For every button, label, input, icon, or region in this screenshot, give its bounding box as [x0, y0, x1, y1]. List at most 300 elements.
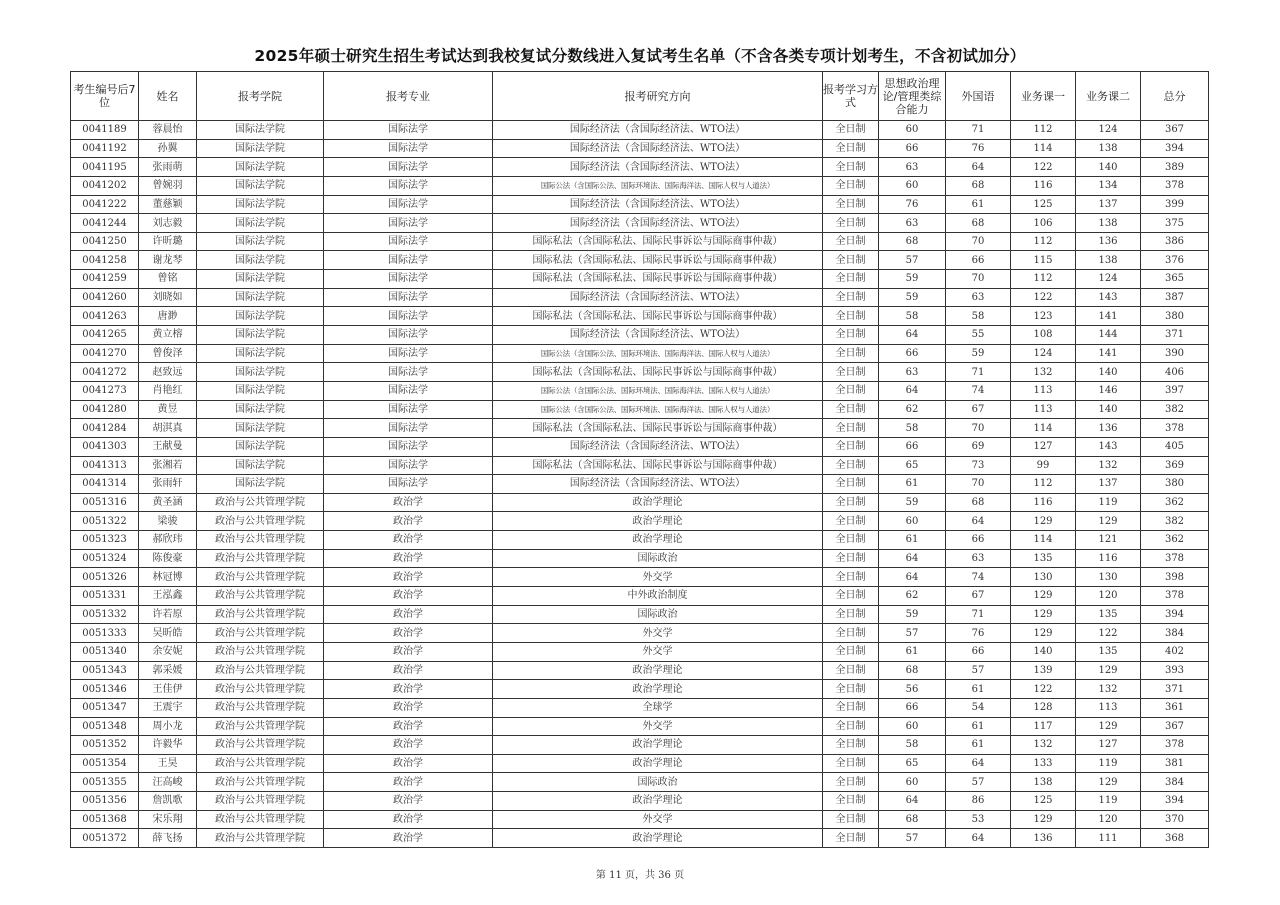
cell-major: 国际法学 [324, 326, 493, 345]
cell-exam-id: 0051372 [71, 829, 139, 848]
cell-name: 刘晓如 [139, 288, 197, 307]
table-row [71, 810, 1209, 829]
cell-course-two: 140 [1076, 158, 1141, 177]
table-row [71, 158, 1209, 177]
cell-direction: 国际政治 [493, 605, 823, 624]
cell-direction: 外交学 [493, 624, 823, 643]
cell-total: 381 [1141, 754, 1209, 773]
cell-course-two: 146 [1076, 381, 1141, 400]
table-row [71, 121, 1209, 140]
cell-course-two: 141 [1076, 307, 1141, 326]
cell-course-one: 127 [1011, 437, 1076, 456]
cell-total: 384 [1141, 773, 1209, 792]
cell-course-two: 136 [1076, 419, 1141, 438]
cell-foreign-language: 64 [946, 512, 1011, 531]
cell-foreign-language: 70 [946, 475, 1011, 494]
cell-direction: 国际经济法（含国际经济法、WTO法） [493, 214, 823, 233]
cell-study-mode: 全日制 [823, 642, 879, 661]
cell-major: 政治学 [324, 736, 493, 755]
cell-direction: 国际经济法（含国际经济法、WTO法） [493, 195, 823, 214]
cell-direction: 政治学理论 [493, 493, 823, 512]
cell-course-two: 127 [1076, 736, 1141, 755]
candidate-table [70, 71, 1209, 848]
cell-direction: 政治学理论 [493, 661, 823, 680]
cell-course-one: 122 [1011, 680, 1076, 699]
cell-study-mode: 全日制 [823, 754, 879, 773]
cell-foreign-language: 61 [946, 717, 1011, 736]
cell-foreign-language: 66 [946, 642, 1011, 661]
cell-politics: 64 [879, 381, 946, 400]
cell-study-mode: 全日制 [823, 475, 879, 494]
cell-study-mode: 全日制 [823, 176, 879, 195]
cell-politics: 64 [879, 568, 946, 587]
cell-major: 政治学 [324, 605, 493, 624]
cell-course-one: 114 [1011, 139, 1076, 158]
cell-foreign-language: 67 [946, 587, 1011, 606]
cell-study-mode: 全日制 [823, 587, 879, 606]
cell-foreign-language: 53 [946, 810, 1011, 829]
table-row [71, 624, 1209, 643]
cell-name: 汪高峻 [139, 773, 197, 792]
cell-total: 368 [1141, 829, 1209, 848]
cell-exam-id: 0041314 [71, 475, 139, 494]
cell-direction: 国际公法（含国际公法、国际环境法、国际海洋法、国际人权与人道法） [493, 176, 823, 195]
cell-total: 376 [1141, 251, 1209, 270]
cell-study-mode: 全日制 [823, 810, 879, 829]
cell-foreign-language: 69 [946, 437, 1011, 456]
cell-name: 曾俊泽 [139, 344, 197, 363]
cell-direction: 国际公法（含国际公法、国际环境法、国际海洋法、国际人权与人道法） [493, 381, 823, 400]
cell-study-mode: 全日制 [823, 419, 879, 438]
cell-major: 国际法学 [324, 419, 493, 438]
cell-name: 许若原 [139, 605, 197, 624]
cell-major: 国际法学 [324, 456, 493, 475]
cell-direction: 政治学理论 [493, 512, 823, 531]
cell-name: 许毅华 [139, 736, 197, 755]
cell-major: 政治学 [324, 680, 493, 699]
cell-name: 宋乐翔 [139, 810, 197, 829]
cell-total: 369 [1141, 456, 1209, 475]
cell-foreign-language: 74 [946, 381, 1011, 400]
cell-study-mode: 全日制 [823, 792, 879, 811]
cell-politics: 56 [879, 680, 946, 699]
cell-college: 政治与公共管理学院 [197, 587, 324, 606]
cell-exam-id: 0041313 [71, 456, 139, 475]
cell-course-two: 119 [1076, 792, 1141, 811]
cell-college: 政治与公共管理学院 [197, 624, 324, 643]
cell-exam-id: 0051346 [71, 680, 139, 699]
table-row [71, 680, 1209, 699]
cell-exam-id: 0041259 [71, 270, 139, 289]
cell-politics: 61 [879, 531, 946, 550]
cell-major: 政治学 [324, 754, 493, 773]
cell-course-two: 119 [1076, 493, 1141, 512]
cell-name: 詹凯歌 [139, 792, 197, 811]
cell-direction: 国际私法（含国际私法、国际民事诉讼与国际商事仲裁） [493, 232, 823, 251]
cell-politics: 63 [879, 214, 946, 233]
cell-college: 政治与公共管理学院 [197, 549, 324, 568]
cell-direction: 国际经济法（含国际经济法、WTO法） [493, 437, 823, 456]
cell-total: 380 [1141, 475, 1209, 494]
cell-politics: 59 [879, 605, 946, 624]
cell-course-one: 123 [1011, 307, 1076, 326]
cell-foreign-language: 67 [946, 400, 1011, 419]
cell-direction: 国际私法（含国际私法、国际民事诉讼与国际商事仲裁） [493, 363, 823, 382]
cell-course-one: 112 [1011, 232, 1076, 251]
cell-politics: 60 [879, 121, 946, 140]
cell-politics: 66 [879, 698, 946, 717]
table-row [71, 288, 1209, 307]
cell-course-two: 111 [1076, 829, 1141, 848]
cell-total: 394 [1141, 792, 1209, 811]
cell-college: 国际法学院 [197, 307, 324, 326]
table-row [71, 754, 1209, 773]
cell-major: 国际法学 [324, 400, 493, 419]
cell-major: 政治学 [324, 493, 493, 512]
cell-major: 国际法学 [324, 195, 493, 214]
cell-college: 国际法学院 [197, 419, 324, 438]
cell-total: 375 [1141, 214, 1209, 233]
cell-exam-id: 0051355 [71, 773, 139, 792]
cell-course-two: 136 [1076, 232, 1141, 251]
cell-course-two: 129 [1076, 773, 1141, 792]
cell-name: 吴昕皓 [139, 624, 197, 643]
cell-college: 政治与公共管理学院 [197, 493, 324, 512]
cell-politics: 60 [879, 512, 946, 531]
cell-college: 政治与公共管理学院 [197, 717, 324, 736]
header-name: 姓名 [139, 72, 197, 121]
cell-name: 林冠博 [139, 568, 197, 587]
cell-major: 政治学 [324, 773, 493, 792]
cell-direction: 国际私法（含国际私法、国际民事诉讼与国际商事仲裁） [493, 251, 823, 270]
cell-exam-id: 0041272 [71, 363, 139, 382]
cell-total: 394 [1141, 139, 1209, 158]
cell-exam-id: 0051323 [71, 531, 139, 550]
cell-total: 371 [1141, 680, 1209, 699]
table-row [71, 419, 1209, 438]
cell-foreign-language: 68 [946, 214, 1011, 233]
cell-college: 国际法学院 [197, 344, 324, 363]
cell-foreign-language: 61 [946, 195, 1011, 214]
cell-name: 王昊 [139, 754, 197, 773]
cell-course-two: 138 [1076, 214, 1141, 233]
cell-course-one: 129 [1011, 512, 1076, 531]
cell-direction: 外交学 [493, 568, 823, 587]
cell-course-one: 113 [1011, 400, 1076, 419]
cell-direction: 国际经济法（含国际经济法、WTO法） [493, 158, 823, 177]
cell-direction: 中外政治制度 [493, 587, 823, 606]
cell-politics: 57 [879, 624, 946, 643]
cell-politics: 60 [879, 773, 946, 792]
table-row [71, 568, 1209, 587]
cell-college: 政治与公共管理学院 [197, 792, 324, 811]
cell-course-one: 115 [1011, 251, 1076, 270]
cell-college: 国际法学院 [197, 251, 324, 270]
cell-course-one: 99 [1011, 456, 1076, 475]
table-row [71, 531, 1209, 550]
cell-course-one: 124 [1011, 344, 1076, 363]
cell-course-one: 125 [1011, 195, 1076, 214]
table-row [71, 326, 1209, 345]
cell-study-mode: 全日制 [823, 568, 879, 587]
header-exam-id: 考生编号后7位 [71, 72, 139, 121]
cell-course-two: 141 [1076, 344, 1141, 363]
cell-direction: 国际私法（含国际私法、国际民事诉讼与国际商事仲裁） [493, 270, 823, 289]
cell-foreign-language: 76 [946, 624, 1011, 643]
cell-course-one: 112 [1011, 270, 1076, 289]
cell-exam-id: 0041192 [71, 139, 139, 158]
cell-direction: 全球学 [493, 698, 823, 717]
cell-direction: 外交学 [493, 717, 823, 736]
cell-course-one: 116 [1011, 493, 1076, 512]
cell-major: 国际法学 [324, 158, 493, 177]
cell-name: 肖艳红 [139, 381, 197, 400]
cell-course-two: 119 [1076, 754, 1141, 773]
cell-name: 张雨轩 [139, 475, 197, 494]
cell-foreign-language: 55 [946, 326, 1011, 345]
cell-exam-id: 0041189 [71, 121, 139, 140]
cell-politics: 58 [879, 736, 946, 755]
cell-exam-id: 0051316 [71, 493, 139, 512]
cell-politics: 58 [879, 307, 946, 326]
header-foreign-language: 外国语 [946, 72, 1011, 121]
cell-course-two: 137 [1076, 195, 1141, 214]
cell-course-one: 106 [1011, 214, 1076, 233]
cell-name: 蓉晨怡 [139, 121, 197, 140]
cell-major: 国际法学 [324, 437, 493, 456]
cell-study-mode: 全日制 [823, 139, 879, 158]
cell-foreign-language: 61 [946, 680, 1011, 699]
cell-foreign-language: 70 [946, 232, 1011, 251]
cell-foreign-language: 71 [946, 121, 1011, 140]
cell-name: 张湘若 [139, 456, 197, 475]
cell-exam-id: 0051354 [71, 754, 139, 773]
cell-college: 国际法学院 [197, 456, 324, 475]
cell-total: 389 [1141, 158, 1209, 177]
cell-direction: 政治学理论 [493, 736, 823, 755]
cell-course-two: 124 [1076, 121, 1141, 140]
cell-total: 365 [1141, 270, 1209, 289]
cell-politics: 68 [879, 232, 946, 251]
cell-politics: 68 [879, 661, 946, 680]
cell-college: 国际法学院 [197, 400, 324, 419]
cell-course-one: 135 [1011, 549, 1076, 568]
page-title: 2025年硕士研究生招生考试达到我校复试分数线进入复试考生名单（不含各类专项计划考生，不含初试加分） [254, 47, 1026, 65]
cell-major: 国际法学 [324, 307, 493, 326]
cell-politics: 59 [879, 288, 946, 307]
cell-course-one: 139 [1011, 661, 1076, 680]
cell-major: 国际法学 [324, 288, 493, 307]
cell-exam-id: 0041202 [71, 176, 139, 195]
cell-name: 谢龙琴 [139, 251, 197, 270]
cell-study-mode: 全日制 [823, 381, 879, 400]
cell-foreign-language: 58 [946, 307, 1011, 326]
cell-direction: 国际经济法（含国际经济法、WTO法） [493, 326, 823, 345]
cell-direction: 外交学 [493, 642, 823, 661]
cell-name: 陈俊豪 [139, 549, 197, 568]
cell-exam-id: 0041273 [71, 381, 139, 400]
cell-course-one: 112 [1011, 121, 1076, 140]
cell-college: 国际法学院 [197, 214, 324, 233]
cell-direction: 国际私法（含国际私法、国际民事诉讼与国际商事仲裁） [493, 419, 823, 438]
cell-total: 406 [1141, 363, 1209, 382]
cell-course-two: 132 [1076, 680, 1141, 699]
cell-foreign-language: 61 [946, 736, 1011, 755]
header-direction: 报考研究方向 [493, 72, 823, 121]
table-row [71, 605, 1209, 624]
cell-study-mode: 全日制 [823, 195, 879, 214]
cell-total: 378 [1141, 176, 1209, 195]
cell-course-one: 122 [1011, 158, 1076, 177]
cell-major: 政治学 [324, 829, 493, 848]
table-row [71, 549, 1209, 568]
table-row [71, 195, 1209, 214]
table-row [71, 381, 1209, 400]
cell-course-two: 140 [1076, 363, 1141, 382]
cell-exam-id: 0051340 [71, 642, 139, 661]
cell-course-one: 129 [1011, 624, 1076, 643]
cell-study-mode: 全日制 [823, 437, 879, 456]
cell-total: 398 [1141, 568, 1209, 587]
cell-politics: 57 [879, 251, 946, 270]
cell-college: 国际法学院 [197, 288, 324, 307]
cell-study-mode: 全日制 [823, 158, 879, 177]
cell-exam-id: 0051324 [71, 549, 139, 568]
cell-foreign-language: 74 [946, 568, 1011, 587]
cell-major: 国际法学 [324, 232, 493, 251]
cell-exam-id: 0041244 [71, 214, 139, 233]
cell-direction: 国际政治 [493, 773, 823, 792]
cell-politics: 61 [879, 642, 946, 661]
cell-total: 367 [1141, 121, 1209, 140]
cell-total: 382 [1141, 512, 1209, 531]
cell-politics: 59 [879, 270, 946, 289]
cell-foreign-language: 57 [946, 661, 1011, 680]
cell-name: 郝欣玮 [139, 531, 197, 550]
cell-direction: 国际经济法（含国际经济法、WTO法） [493, 139, 823, 158]
cell-major: 政治学 [324, 717, 493, 736]
cell-college: 政治与公共管理学院 [197, 810, 324, 829]
cell-major: 国际法学 [324, 139, 493, 158]
cell-name: 余安妮 [139, 642, 197, 661]
cell-politics: 66 [879, 437, 946, 456]
table-body [71, 121, 1209, 848]
cell-direction: 国际私法（含国际私法、国际民事诉讼与国际商事仲裁） [493, 307, 823, 326]
cell-name: 王献曼 [139, 437, 197, 456]
cell-total: 378 [1141, 549, 1209, 568]
cell-exam-id: 0051348 [71, 717, 139, 736]
table-row [71, 363, 1209, 382]
table-row [71, 214, 1209, 233]
cell-course-two: 143 [1076, 288, 1141, 307]
cell-politics: 60 [879, 717, 946, 736]
table-row [71, 661, 1209, 680]
table-row [71, 400, 1209, 419]
cell-exam-id: 0051347 [71, 698, 139, 717]
cell-course-two: 132 [1076, 456, 1141, 475]
cell-direction: 国际经济法（含国际经济法、WTO法） [493, 121, 823, 140]
cell-major: 国际法学 [324, 251, 493, 270]
cell-politics: 63 [879, 158, 946, 177]
header-politics: 思想政治理论/管理类综合能力 [879, 72, 946, 121]
cell-exam-id: 0051356 [71, 792, 139, 811]
cell-study-mode: 全日制 [823, 493, 879, 512]
table-row [71, 829, 1209, 848]
cell-name: 黄圣涵 [139, 493, 197, 512]
cell-foreign-language: 70 [946, 419, 1011, 438]
cell-exam-id: 0041265 [71, 326, 139, 345]
cell-course-two: 138 [1076, 139, 1141, 158]
cell-college: 国际法学院 [197, 121, 324, 140]
cell-foreign-language: 71 [946, 363, 1011, 382]
cell-study-mode: 全日制 [823, 251, 879, 270]
cell-study-mode: 全日制 [823, 326, 879, 345]
cell-course-one: 132 [1011, 363, 1076, 382]
table-row [71, 512, 1209, 531]
cell-college: 政治与公共管理学院 [197, 605, 324, 624]
cell-major: 国际法学 [324, 381, 493, 400]
cell-exam-id: 0051352 [71, 736, 139, 755]
cell-politics: 64 [879, 326, 946, 345]
cell-study-mode: 全日制 [823, 363, 879, 382]
table-row [71, 437, 1209, 456]
cell-name: 许昕璐 [139, 232, 197, 251]
table-row [71, 773, 1209, 792]
cell-college: 政治与公共管理学院 [197, 736, 324, 755]
cell-exam-id: 0051333 [71, 624, 139, 643]
cell-exam-id: 0041303 [71, 437, 139, 456]
cell-study-mode: 全日制 [823, 624, 879, 643]
header-major: 报考专业 [324, 72, 493, 121]
table-row [71, 456, 1209, 475]
table-row [71, 642, 1209, 661]
cell-name: 胡淇真 [139, 419, 197, 438]
cell-exam-id: 0041195 [71, 158, 139, 177]
cell-course-two: 143 [1076, 437, 1141, 456]
cell-major: 政治学 [324, 531, 493, 550]
cell-course-two: 113 [1076, 698, 1141, 717]
cell-study-mode: 全日制 [823, 717, 879, 736]
cell-study-mode: 全日制 [823, 829, 879, 848]
cell-politics: 68 [879, 810, 946, 829]
cell-course-one: 125 [1011, 792, 1076, 811]
cell-name: 张雨萌 [139, 158, 197, 177]
cell-major: 政治学 [324, 549, 493, 568]
cell-total: 362 [1141, 531, 1209, 550]
cell-direction: 国际经济法（含国际经济法、WTO法） [493, 288, 823, 307]
cell-course-one: 138 [1011, 773, 1076, 792]
cell-foreign-language: 68 [946, 493, 1011, 512]
cell-course-two: 121 [1076, 531, 1141, 550]
cell-name: 梁骏 [139, 512, 197, 531]
cell-study-mode: 全日制 [823, 531, 879, 550]
cell-direction: 国际公法（含国际公法、国际环境法、国际海洋法、国际人权与人道法） [493, 344, 823, 363]
cell-exam-id: 0051326 [71, 568, 139, 587]
table-row [71, 717, 1209, 736]
cell-politics: 62 [879, 587, 946, 606]
cell-direction: 国际私法（含国际私法、国际民事诉讼与国际商事仲裁） [493, 456, 823, 475]
cell-direction: 国际经济法（含国际经济法、WTO法） [493, 475, 823, 494]
cell-name: 董慈颖 [139, 195, 197, 214]
cell-major: 政治学 [324, 642, 493, 661]
cell-college: 国际法学院 [197, 475, 324, 494]
cell-major: 政治学 [324, 810, 493, 829]
cell-exam-id: 0051331 [71, 587, 139, 606]
cell-direction: 政治学理论 [493, 680, 823, 699]
cell-name: 黄立榕 [139, 326, 197, 345]
cell-foreign-language: 64 [946, 829, 1011, 848]
cell-study-mode: 全日制 [823, 344, 879, 363]
